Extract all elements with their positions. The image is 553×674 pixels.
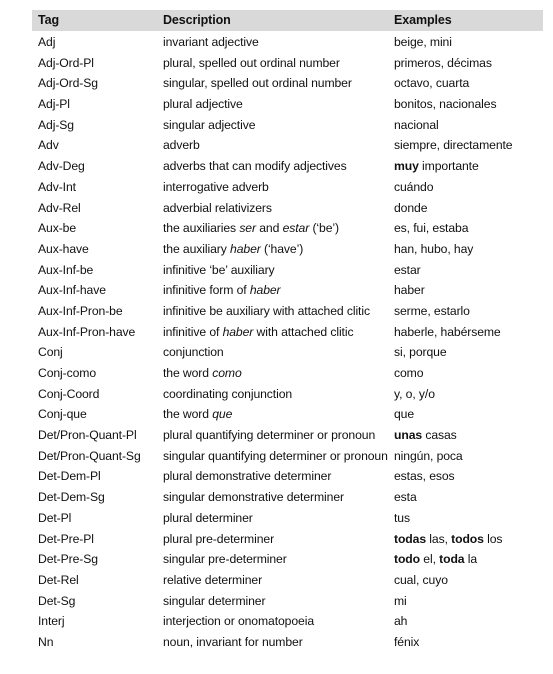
examples-cell (394, 511, 410, 525)
examples-cell (394, 387, 435, 401)
text-run: tus (394, 510, 410, 525)
description-cell (163, 594, 265, 608)
description-cell (163, 283, 281, 297)
text-run: noun, invariant for number (163, 634, 303, 649)
table-row (32, 486, 543, 507)
text-run: serme, estarlo (394, 303, 470, 318)
description-cell (163, 511, 253, 525)
header-examples: Examples (394, 13, 452, 27)
description-cell (163, 428, 375, 442)
tag-cell: Adj-Ord-Pl (38, 55, 94, 70)
examples-cell (394, 159, 479, 173)
table-header (32, 10, 543, 31)
text-run: plural quantifying determiner or pronoun (163, 428, 376, 443)
text-run: haberle, habérseme (394, 324, 501, 339)
tag-cell: Adj-Sg (38, 117, 74, 132)
description-cell (163, 532, 274, 546)
text-run: infinitive form of (163, 283, 250, 298)
examples-cell (394, 449, 463, 463)
text-run: the auxiliary (163, 241, 231, 256)
text-run: infinitive be auxiliary with attached clitic (163, 303, 370, 318)
description-cell (163, 635, 303, 649)
text-run: infinitive of (163, 324, 223, 339)
tag-cell: Det-Pre-Pl (38, 531, 94, 546)
table-row (32, 528, 543, 549)
tag-cell: Adj-Ord-Sg (38, 76, 98, 91)
examples-cell (394, 180, 433, 194)
text-run: plural, spelled out ordinal number (163, 55, 340, 70)
header-description: Description (163, 13, 231, 27)
text-run: mi (394, 593, 407, 608)
table-row (32, 590, 543, 611)
examples-cell (394, 118, 439, 132)
table-row (32, 217, 543, 238)
tag-table (32, 10, 543, 652)
table-row (32, 259, 543, 280)
text-run: han, hubo, hay (394, 241, 474, 256)
description-cell (163, 387, 292, 401)
examples-cell (394, 242, 473, 256)
examples-cell (394, 221, 468, 235)
examples-cell (394, 490, 417, 504)
examples-cell (394, 532, 502, 546)
tag-cell: Det-Rel (38, 572, 79, 587)
table-body (32, 31, 543, 652)
text-run: que (212, 407, 233, 422)
text-run: and (255, 221, 283, 236)
text-run: haber (230, 241, 261, 256)
text-run: el, (420, 552, 440, 567)
text-run: the word (163, 366, 213, 380)
text-run: adverbs that can modify adjectives (163, 159, 347, 174)
description-cell (163, 221, 339, 235)
text-run: ser (239, 221, 256, 236)
examples-cell (394, 56, 492, 70)
text-run: estas, esos (394, 469, 455, 484)
table-row (32, 362, 543, 383)
description-cell (163, 138, 200, 152)
tag-cell: Aux-Inf-be (38, 262, 94, 277)
examples-cell (394, 345, 447, 359)
text-run: the auxiliaries (163, 221, 240, 236)
description-cell (163, 180, 269, 194)
table-row (32, 31, 543, 52)
text-run: primeros, décimas (394, 55, 492, 70)
text-run: octavo, cuarta (394, 76, 470, 91)
text-run: (‘be’) (309, 221, 339, 236)
examples-cell (394, 263, 421, 277)
table-row (32, 72, 543, 93)
examples-cell (394, 469, 455, 483)
examples-cell (394, 594, 407, 608)
description-cell (163, 242, 303, 256)
tag-cell: Adv-Rel (38, 200, 81, 215)
examples-cell (394, 76, 469, 90)
description-cell (163, 573, 262, 587)
description-cell (163, 263, 275, 277)
description-cell (163, 407, 232, 421)
tag-cell: Conj-que (38, 407, 87, 422)
text-run: adverbial relativizers (163, 200, 272, 215)
tag-cell: Det/Pron-Quant-Pl (38, 428, 137, 443)
text-run: interjection or onomatopoeia (163, 614, 314, 629)
text-run: y, o, y/o (394, 386, 435, 401)
table-row (32, 93, 543, 114)
description-cell (163, 490, 344, 504)
text-run: como (394, 366, 424, 380)
text-run: singular, spelled out ordinal number (163, 76, 352, 91)
tag-cell: Det-Pl (38, 510, 72, 525)
text-run: conjunction (163, 345, 224, 360)
table-row (32, 569, 543, 590)
text-run: singular adjective (163, 117, 256, 132)
text-run: relative determiner (163, 572, 263, 587)
tag-cell: Adj-Pl (38, 97, 70, 112)
text-run: las, (426, 531, 452, 546)
table-row (32, 155, 543, 176)
text-run: es, fui, estaba (394, 221, 469, 236)
tag-cell: Interj (38, 614, 65, 629)
text-run: si, porque (394, 345, 447, 360)
tag-cell: Nn (38, 634, 54, 649)
text-run: unas (394, 428, 423, 443)
text-run: with attached clitic (253, 324, 354, 339)
tag-cell: Det-Pre-Sg (38, 552, 98, 567)
table-row (32, 300, 543, 321)
text-run: singular pre-determiner (163, 552, 287, 567)
text-run: nacional (394, 117, 439, 132)
text-run: the word (163, 407, 213, 422)
description-cell (163, 159, 347, 173)
text-run: todo (394, 552, 420, 567)
description-cell (163, 97, 243, 111)
text-run: invariant adjective (163, 35, 259, 49)
text-run: beige, mini (394, 35, 452, 49)
tag-cell: Adj (38, 35, 56, 49)
description-cell (163, 201, 272, 215)
examples-cell (394, 138, 512, 152)
text-run: los (483, 531, 503, 546)
tag-cell: Aux-have (38, 241, 89, 256)
examples-cell (394, 283, 425, 297)
tag-cell: Aux-Inf-Pron-be (38, 303, 123, 318)
header-tag: Tag (38, 13, 59, 27)
tag-cell: Det-Sg (38, 593, 76, 608)
text-run: todos (451, 531, 484, 546)
description-cell (163, 35, 259, 49)
table-row (32, 134, 543, 155)
table-row (32, 341, 543, 362)
table-row (32, 507, 543, 528)
tag-cell: Aux-Inf-have (38, 283, 106, 298)
table-row (32, 445, 543, 466)
description-cell (163, 76, 352, 90)
description-cell (163, 345, 224, 359)
tag-cell: Conj-Coord (38, 386, 100, 401)
text-run: singular demonstrative determiner (163, 490, 344, 505)
tag-cell: Det/Pron-Quant-Sg (38, 448, 141, 463)
tag-cell: Adv-Deg (38, 159, 85, 174)
examples-cell (394, 635, 419, 649)
text-run: plural pre-determiner (163, 531, 275, 546)
table-row (32, 238, 543, 259)
description-cell (163, 614, 314, 628)
text-run: como (212, 366, 242, 380)
text-run: todas (394, 531, 427, 546)
text-run: (‘have’) (260, 241, 304, 256)
tag-cell: Aux-be (38, 221, 77, 236)
text-run: infinitive ‘be’ auxiliary (163, 262, 275, 277)
text-run: singular determiner (163, 593, 266, 608)
text-run: donde (394, 200, 428, 215)
text-run: casas (422, 428, 457, 443)
examples-cell (394, 552, 477, 566)
tag-cell: Det-Dem-Pl (38, 469, 101, 484)
description-cell (163, 469, 331, 483)
text-run: coordinating conjunction (163, 386, 293, 401)
text-run: toda (439, 552, 465, 567)
examples-cell (394, 201, 427, 215)
examples-cell (394, 573, 448, 587)
examples-cell (394, 35, 452, 49)
text-run: estar (394, 262, 421, 277)
text-run: ningún, poca (394, 448, 463, 463)
text-run: plural adjective (163, 97, 243, 112)
text-run: importante (418, 159, 479, 174)
description-cell (163, 552, 287, 566)
text-run: adverb (163, 138, 200, 153)
text-run: cuándo (394, 179, 434, 194)
tag-cell: Conj (38, 345, 63, 360)
examples-cell (394, 97, 496, 111)
text-run: estar (282, 221, 310, 236)
tag-cell: Adv (38, 138, 59, 153)
table-row (32, 197, 543, 218)
table-row (32, 631, 543, 652)
text-run: plural demonstrative determiner (163, 469, 332, 484)
table-row (32, 279, 543, 300)
table-row (32, 610, 543, 631)
description-cell (163, 304, 370, 318)
table-row (32, 465, 543, 486)
text-run: fénix (394, 634, 420, 649)
text-run: ah (394, 614, 408, 629)
tag-cell: Det-Dem-Sg (38, 490, 105, 505)
table-row (32, 403, 543, 424)
text-run: haber (222, 324, 254, 339)
table-row (32, 321, 543, 342)
description-cell (163, 325, 353, 339)
description-cell (163, 56, 340, 70)
table-row (32, 424, 543, 445)
text-run: que (394, 407, 415, 422)
text-run: cual, cuyo (394, 572, 448, 587)
table-row (32, 548, 543, 569)
text-run: plural determiner (163, 510, 253, 525)
tag-cell: Aux-Inf-Pron-have (38, 324, 136, 339)
text-run: interrogative adverb (163, 179, 269, 194)
table-row (32, 52, 543, 73)
tag-cell: Conj-como (38, 366, 97, 380)
examples-cell (394, 614, 407, 628)
tag-cell: Adv-Int (38, 179, 76, 194)
text-run: muy (394, 159, 419, 174)
text-run: haber (394, 283, 425, 298)
table-row (32, 114, 543, 135)
text-run: bonitos, nacionales (394, 97, 497, 112)
text-run: haber (249, 283, 281, 298)
text-run: siempre, directamente (394, 138, 513, 153)
examples-cell (394, 428, 457, 442)
description-cell (163, 366, 242, 380)
text-run: la (464, 552, 478, 567)
examples-cell (394, 366, 423, 380)
examples-cell (394, 304, 470, 318)
text-run: esta (394, 490, 417, 505)
table-row (32, 383, 543, 404)
description-cell (163, 118, 255, 132)
text-run: singular quantifying determiner or pronoun (163, 448, 388, 463)
examples-cell (394, 407, 414, 421)
table-row (32, 176, 543, 197)
examples-cell (394, 325, 501, 339)
description-cell (163, 449, 388, 463)
